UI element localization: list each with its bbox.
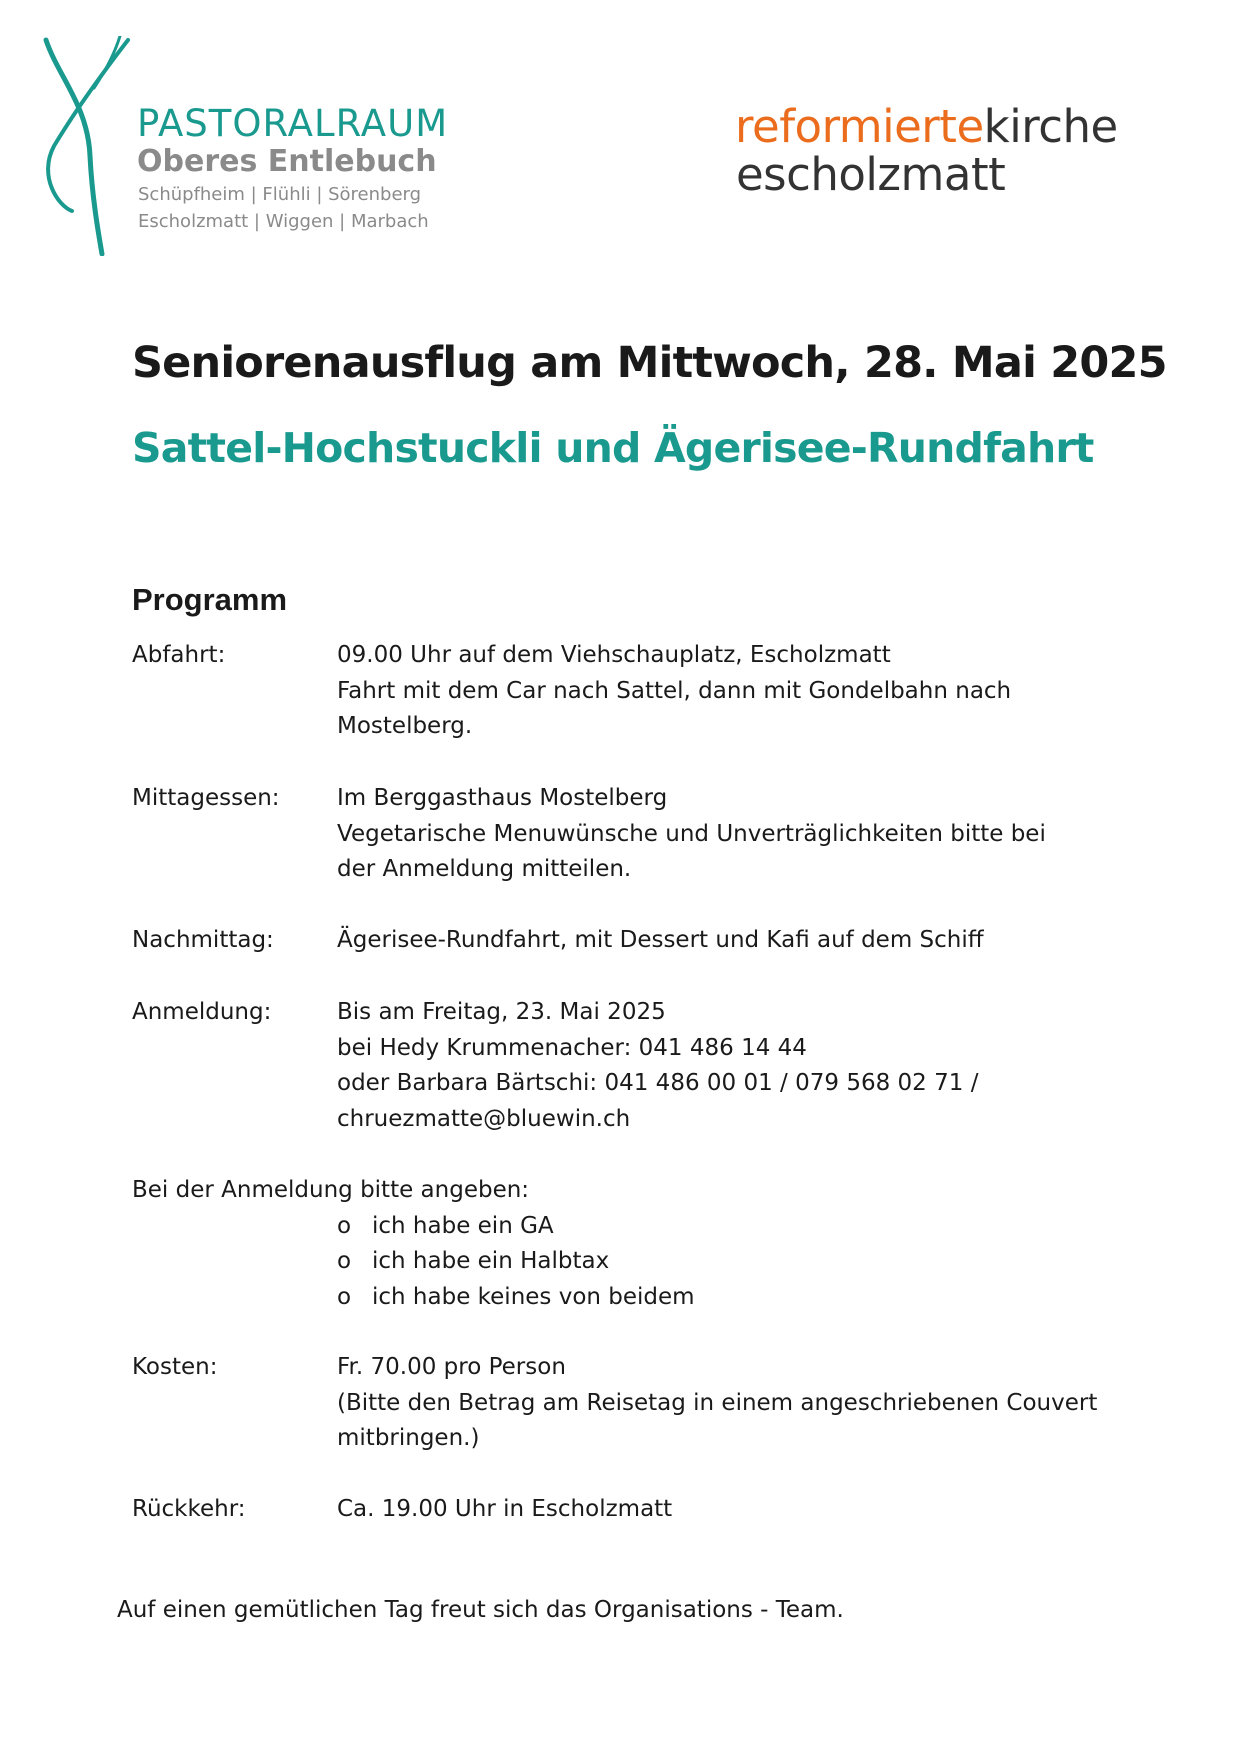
- bullet-marker: o: [337, 1283, 352, 1310]
- logo-word-escholzmatt: escholzmatt: [736, 148, 1006, 201]
- rueckkehr-line: Ca. 19.00 Uhr in Escholzmatt: [337, 1496, 673, 1522]
- mittagessen-line: Im Berggasthaus Mostelberg: [337, 785, 668, 811]
- anmeldung-line: bei Hedy Krummenacher: 041 486 14 44: [337, 1034, 807, 1061]
- abfahrt-line: Fahrt mit dem Car nach Sattel, dann mit Gondelbahn nach: [337, 677, 1012, 704]
- mittagessen-line: der Anmeldung mitteilen.: [337, 856, 632, 882]
- pastoralraum-logo-mark: [28, 36, 138, 260]
- kosten-line: Fr. 70.00 pro Person: [337, 1354, 566, 1380]
- anmeldung-line: Bis am Freitag, 23. Mai 2025: [337, 999, 666, 1025]
- label-nachmittag: Nachmittag:: [132, 927, 274, 953]
- label-abfahrt: Abfahrt:: [132, 642, 226, 668]
- kosten-line: mitbringen.): [337, 1425, 480, 1451]
- pastoralraum-title: PASTORALRAUM: [137, 102, 449, 145]
- pastoralraum-places-line2: Escholzmatt | Wiggen | Marbach: [138, 211, 429, 232]
- page-title: Seniorenausflug am Mittwoch, 28. Mai 2025: [132, 338, 1167, 388]
- label-rueckkehr: Rückkehr:: [132, 1496, 246, 1522]
- abfahrt-line: 09.00 Uhr auf dem Viehschauplatz, Escholzmatt: [337, 642, 891, 668]
- footer-note: Auf einen gemütlichen Tag freut sich das Organisations - Team.: [117, 1597, 844, 1623]
- logo-word-kirche: kirche: [983, 100, 1118, 153]
- pastoralraum-subtitle: Oberes Entlebuch: [137, 144, 437, 179]
- mittagessen-line: Vegetarische Menuwünsche und Unverträglichkeiten bitte bei: [337, 820, 1046, 847]
- label-mittagessen: Mittagessen:: [132, 785, 280, 811]
- anmeldung-email: chruezmatte@bluewin.ch: [337, 1105, 631, 1132]
- bullet-marker: o: [337, 1212, 352, 1239]
- section-heading-programm: Programm: [132, 582, 288, 617]
- option-keines: ich habe keines von beidem: [372, 1283, 695, 1310]
- option-halbtax: ich habe ein Halbtax: [372, 1248, 610, 1274]
- logo-word-reformierte: reformierte: [735, 100, 984, 153]
- bullet-marker: o: [337, 1248, 352, 1274]
- label-anmeldung: Anmeldung:: [132, 999, 272, 1025]
- kosten-line: (Bitte den Betrag am Reisetag in einem angeschriebenen Couvert: [337, 1389, 1098, 1416]
- reformierte-kirche-logo: [735, 100, 1118, 153]
- page-subtitle: Sattel-Hochstuckli und Ägerisee-Rundfahrt: [132, 424, 1094, 472]
- nachmittag-line: Ägerisee-Rundfahrt, mit Dessert und Kafi auf dem Schiff: [337, 927, 984, 953]
- option-ga: ich habe ein GA: [372, 1212, 554, 1239]
- pastoralraum-places-line1: Schüpfheim | Flühli | Sörenberg: [138, 184, 422, 205]
- label-kosten: Kosten:: [132, 1354, 218, 1380]
- angaben-intro: Bei der Anmeldung bitte angeben:: [132, 1177, 530, 1203]
- abfahrt-line: Mostelberg.: [337, 713, 473, 739]
- anmeldung-line: oder Barbara Bärtschi: 041 486 00 01 / 079 568 02 71 /: [337, 1070, 979, 1096]
